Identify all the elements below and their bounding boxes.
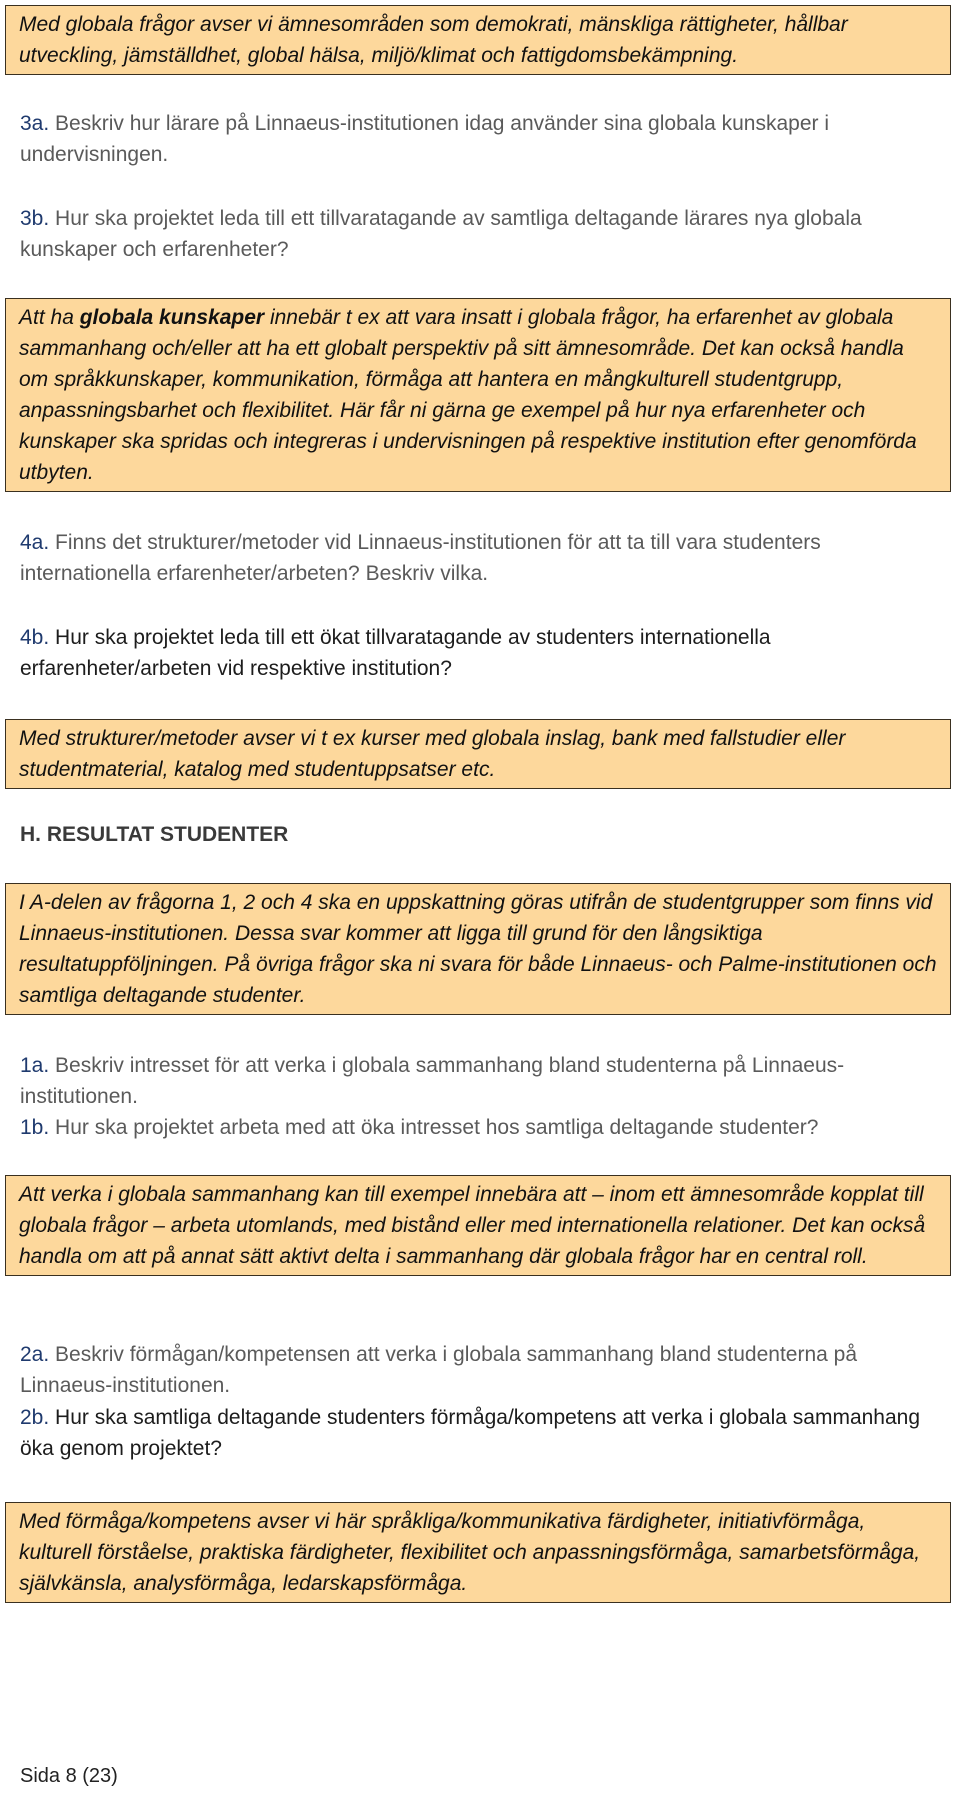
info-box-text: Med förmåga/kompetens avser vi här språkliga/kommunikativa färdigheter, initiativförmåga, kulturell förståelse, praktiska färdigheter, flexibilitet och anpassningsförmåga, samarbetsförmåga, självkänsla, analysförmåga, ledarskapsförmåga. bbox=[19, 1510, 921, 1595]
page-number: Sida 8 (23) bbox=[20, 1765, 118, 1787]
info-box-results-students bbox=[5, 883, 951, 1015]
question-number: 2a. bbox=[20, 1343, 50, 1366]
info-box-text: Med strukturer/metoder avser vi t ex kurser med globala inslag, bank med fallstudier eller studentmaterial, katalog med studentuppsatser etc. bbox=[19, 727, 846, 781]
question-text: Beskriv hur lärare på Linnaeus-institutionen idag använder sina globala kunskaper i undervisningen. bbox=[20, 112, 830, 166]
info-box-text: innebär t ex att vara insatt i globala frågor, ha erfarenhet av globala sammanhang och/eller att ha ett globalt perspektiv på sitt ämnesområde. Det kan också handla om språkkunskaper, kommunikation, förmåga att hantera en mångkulturell studentgrupp, anpassningsbarhet och flexibilitet. Här får ni gärna ge exempel på hur nya erfarenheter och kunskaper ska spridas och integreras i undervisningen på respektive institution efter genomförda utbyten. bbox=[19, 306, 917, 484]
info-box-text: Att verka i globala sammanhang kan till exempel innebära att – inom ett ämnesområde kopplat till globala frågor – arbeta utomlands, med bistånd eller med internationella relationer. Det kan också handla om att på annat sätt aktivt delta i sammanhang där globala frågor har en central roll. bbox=[19, 1183, 926, 1268]
question-text: Beskriv intresset för att verka i globala sammanhang bland studenterna på Linnaeus-institutionen. bbox=[20, 1054, 845, 1108]
question-3b bbox=[20, 203, 950, 265]
question-number: 1b. bbox=[20, 1116, 50, 1139]
question-number: 3b. bbox=[20, 207, 50, 230]
question-number: 1a. bbox=[20, 1054, 50, 1077]
question-1a bbox=[20, 1050, 950, 1112]
info-box-text: Med globala frågor avser vi ämnesområden som demokrati, mänskliga rättigheter, hållbar utveckling, jämställdhet, global hälsa, miljö/klimat och fattigdomsbekämpning. bbox=[19, 13, 848, 67]
info-box-global-knowledge bbox=[5, 298, 951, 492]
question-2a bbox=[20, 1339, 950, 1401]
question-1b bbox=[20, 1112, 950, 1143]
question-text: Hur ska projektet arbeta med att öka intresset hos samtliga deltagande studenter? bbox=[49, 1116, 819, 1139]
info-box-text: I A-delen av frågorna 1, 2 och 4 ska en uppskattning göras utifrån de studentgrupper som finns vid Linnaeus-institutionen. Dessa svar kommer att ligga till grund för den långsiktiga resultatuppföljningen. På övriga frågor ska ni svara för både Linnaeus- och Palme-institutionen och samtliga deltagande studenter. bbox=[19, 891, 937, 1007]
question-number: 3a. bbox=[20, 112, 50, 135]
question-3a bbox=[20, 108, 950, 170]
question-text: Finns det strukturer/metoder vid Linnaeus-institutionen för att ta till vara studenters internationella erfarenheter/arbeten? Beskriv vilka. bbox=[20, 531, 821, 585]
question-4a bbox=[20, 527, 950, 589]
question-text: Hur ska samtliga deltagande studenters förmåga/kompetens att verka i globala sammanhang öka genom projektet? bbox=[20, 1406, 921, 1460]
question-text: Beskriv förmågan/kompetensen att verka i globala sammanhang bland studenterna på Linnaeus-institutionen. bbox=[20, 1343, 858, 1397]
info-box-bold-term: globala kunskaper bbox=[79, 306, 265, 329]
info-box-text: Att ha bbox=[19, 306, 80, 329]
question-2b bbox=[20, 1402, 950, 1464]
info-box-global-contexts bbox=[5, 1175, 951, 1276]
question-number: 4a. bbox=[20, 531, 50, 554]
section-heading: H. RESULTAT STUDENTER bbox=[20, 823, 289, 846]
info-box-global-issues bbox=[5, 5, 951, 75]
question-4b bbox=[20, 622, 950, 684]
question-number: 2b. bbox=[20, 1406, 50, 1429]
question-text: Hur ska projektet leda till ett ökat tillvaratagande av studenters internationella erfarenheter/arbeten vid respektive institution? bbox=[20, 626, 771, 680]
question-text: Hur ska projektet leda till ett tillvaratagande av samtliga deltagande lärares nya globala kunskaper och erfarenheter? bbox=[20, 207, 862, 261]
question-number: 4b. bbox=[20, 626, 50, 649]
info-box-structures bbox=[5, 719, 951, 789]
info-box-competence bbox=[5, 1502, 951, 1603]
